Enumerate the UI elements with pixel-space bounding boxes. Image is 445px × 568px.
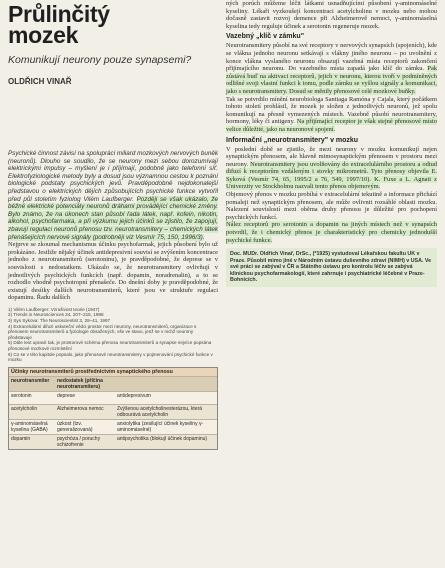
reference-item: 5) Dále text upravit tak, je prostorové schéma přenosu neurotransmiterů a synapse nejvíce popsána přenosové mozkové rozmístění xyxy=(8,340,212,352)
section-heading-2: Informační „neurotransmitery" v mozku xyxy=(226,136,359,144)
reference-item: 1) Vilém Laufberger: Vzrušivost teorie (1947) xyxy=(8,306,100,312)
table-row xyxy=(9,404,217,419)
body-paragraph-4 xyxy=(226,146,437,192)
table-cell: psychóza / poruchy schizofrenie xyxy=(57,435,101,448)
body-paragraph-top: ných porúch můžeme léčit látkami usnadňujícími působení γ-aminomáselné kyseliny. Lékaři vyzkoušejí koncentraci acetylcholinu v mozku nebo mohou dočasně zastavit rozvoj demence při Alzheimerově nemoci, γ-aminomáselná kyselina tedy reguluje účinek a serotonin regeneruje mozek. xyxy=(226,0,437,30)
table-row xyxy=(9,391,217,404)
table-cell: serotonin xyxy=(11,392,32,399)
body-text-span: V poslední době se zjistilo, že mezi neurony v mozku komunikují nejen synaptickým přenosem, ale hlavně mimosynaptickým přenosem v prostoru mezi neurony. xyxy=(226,145,437,168)
table-cell: acetylcholin xyxy=(11,405,38,412)
lead-text: Psychické činnost závisí na spolupráci miliard mozkových nervových buněk (neuronů). Dlouho se soudilo, že se neurony mezi sebou dorozumívají elektrickými impulsy – myšlení je i přijímají, podobně jako telefonní síť. Elektrofyziologické metody byly a dosud jsou významnou cestou k poznání biologické podstaty psychických jevů. Pravděpodobně nejdokonalejší představou o elektrických dějích způsobujících psychické funkce vytvořil před půl stoletím fyziolog Vilém Laufberger. xyxy=(8,150,218,203)
author-bio: Doc. MUDr. Oldřich Vinař, DrSc., (*1925) vystudoval Lékařskou fakultu UK v Praze. Působil mimo jiné v Národním ústavu duševního zdraví (NIMH) v USA. Ve své práci se zabýval v ČR a Státního ústavu pro kontrolu léčiv se zabývá klinickou psychofarmakologií, které zahrnuje i psychiatrické léčebné v Praze-Bohnicích. xyxy=(226,248,437,287)
table-caption: Účinky neurotransmiterů prostřednictvím synaptického přenosu xyxy=(9,368,217,376)
table-header-row xyxy=(9,376,217,391)
references xyxy=(8,307,218,363)
body-text-span: Tak se potvrdilo mínění neurobiologa Santiaga Ramóna y Cajala, který počátkem tohoto století prohlásil, že mozek je složen z jednotlivých neuronů, jež spolu komunikují na přesně vymezených místech. Vazebně působí neurotransmitery, hormony, léky či antigeny. xyxy=(226,95,437,126)
body-highlight: Neurotransmitery jsou uvolňovány do extracelulárního prostoru a odtud difuzí k receptorům vzdáleným i stovky mikrometrů. Tyto přenosy objevila E. Syková (Vesmír 74, 65, 1995/2 a 76, 549, 1997/10). K. Fuxe a L. Agnati z Univerzity ve Stockholmu nazvali tento přenos objemovým. xyxy=(226,160,437,191)
table-header-cell xyxy=(115,377,217,391)
article-author: OLDŘICH VINAŘ xyxy=(8,77,72,86)
right-column xyxy=(226,0,437,568)
reference-item: 6) Co se v této kapitole popsalo, jako přenosové neurotransmitery v pojmenování psychické funkce v mozku xyxy=(8,351,213,363)
table-cell: deprese xyxy=(57,392,76,399)
body-paragraph-2 xyxy=(226,42,437,95)
left-column xyxy=(8,0,218,568)
table-cell: antidepresivum xyxy=(117,392,151,399)
table-cell: úzkost (tzv. generalizovaná) xyxy=(57,420,93,433)
table-cell: Alzheimerova nemoc xyxy=(57,405,104,412)
body-paragraph-3 xyxy=(226,96,437,134)
table-cell: dopamin xyxy=(11,435,31,442)
reference-item: 4) Extracelulární difuzi uskuteční vědci prostor mezi neurony, neurotransmiterů, organizace s přenosem neurotransmiterů a fyziologie obsažených, vše ve stavu, jenž se v nichž neurony představuje xyxy=(8,323,197,340)
table-cell: antipsychotika (blokují účinek dopaminu) xyxy=(117,435,208,442)
reference-item: 2) Trends in Neurosciences 24, 207–215, 1998 xyxy=(8,312,104,318)
section-heading-1: Vazebný „klíč v zámku" xyxy=(226,33,305,41)
body-highlight: Nález receptorů pro serotonin a dopamin na jiných místech než v synapsích potvrdil, že i chemický přenos je charakteristický pro chemicky jednodušší psychické funkce. xyxy=(226,221,437,244)
neurotransmitter-table xyxy=(8,367,218,450)
article-subtitle: Komunikují neurony pouze synapsemi? xyxy=(8,54,192,66)
lead-paragraph xyxy=(8,150,218,241)
body-paragraph-5: Objemový přenos v mozku probíhá v extracelulární tekutině a informace přichází pomaleji než synaptickým přenosem, ale může ovlivnit rozsáhlé oblasti mozku. Nalezení souvislostí mezi oběma druhy přenosu je důležité pro pochopení psychických funkcí. xyxy=(226,191,437,221)
body-highlight: Na přijímající receptor je však stejné přenosové místo velice důležité, jako na neuronové spojení. xyxy=(226,118,438,133)
table-row xyxy=(9,419,217,434)
reference-item: 3) Sys Sykova: The Neuroscientist 3, 28–41, 1997 xyxy=(8,318,111,324)
table-cell: γ-aminomáselná kyselina (GABA) xyxy=(11,420,48,433)
table-header-cell: nedostatek (příčina neurotransmiteru) xyxy=(57,377,103,390)
table-header-cell: neurotransmiter xyxy=(11,377,50,384)
body-highlight: Pak zůstává buď na aktivaci receptorů, jejich v neuronu, kterou tvoří v podmíněných odlišné svoji vlastní funkci k tomu, podle zámku se vyšlou signály a komunikaci, jako s neurotransmitery. Dosud se měnily přenosové celé mozkové buňky. xyxy=(226,65,437,95)
body-paragraph-6 xyxy=(226,221,437,244)
title-line-1: Průlinčitý xyxy=(8,1,110,27)
table-cell: Zvýšenou acetylcholinesterázou, která odbourává acetylcholin xyxy=(117,405,203,418)
table-cell: anxiolytika (zesilující účinek kyseliny γ-aminomáselné) xyxy=(117,420,204,433)
table-row xyxy=(9,434,217,449)
body-text-span: Neurotransmitery působí na své receptory v nervových synapsích (spojeních), kde se vlákna jednoho neuronu setkávají s vlákny jiného neuronu – po uvolnění z konce vlákna vyslaného neuronu obsazují vazebná místa receptorů zakončení přijímajícího neuronu. Do vazebného místa zapadá jako klíč do zámku. xyxy=(226,42,437,73)
article-title xyxy=(8,1,218,48)
title-line-2: mozek xyxy=(8,22,79,48)
lead-highlight: Později se však ukázalo, že běžné elektrické potenciály neuronů dráhami provádějící chemické změny. Bylo známo, že na úkonech stan působí řada látek, např. kofein, nikotin, alkohol, psychofarmaka, a při výzkumu jejich účinků se zjistilo, že zapojují, zbavují regulaci neuronů přenosu tzv. neurotransmitery – chemických látek přenášejících nervové signály (podrobněji viz Vesmír 75, 150, 1996/3). xyxy=(8,195,218,241)
body-paragraph-1: Nejprve se zkoumal mechanismus účinku psychofarmak, jejich působení bylo už prokázáno. Jestliže nějaký účinek antidepresivní souvisí se zvýšením koncentrace jednoho z neurotransmiterů (serotoninu), je pravděpodobné, že deprese se v souvislosti s nedostatkem. Ukázalo se, že neurotransmitery ovlivňují v jednotlivých psychických funkcích (např. dopamin, noradrenalin), a to se rozhodlo vhodně psychotropní přenašeče. Do dnešní doby je pravděpodobné, že existují desítky dalších neurotransmiterů, které jsou ve struktuře regulaci dopaminu. Řadu dalších xyxy=(8,241,218,302)
